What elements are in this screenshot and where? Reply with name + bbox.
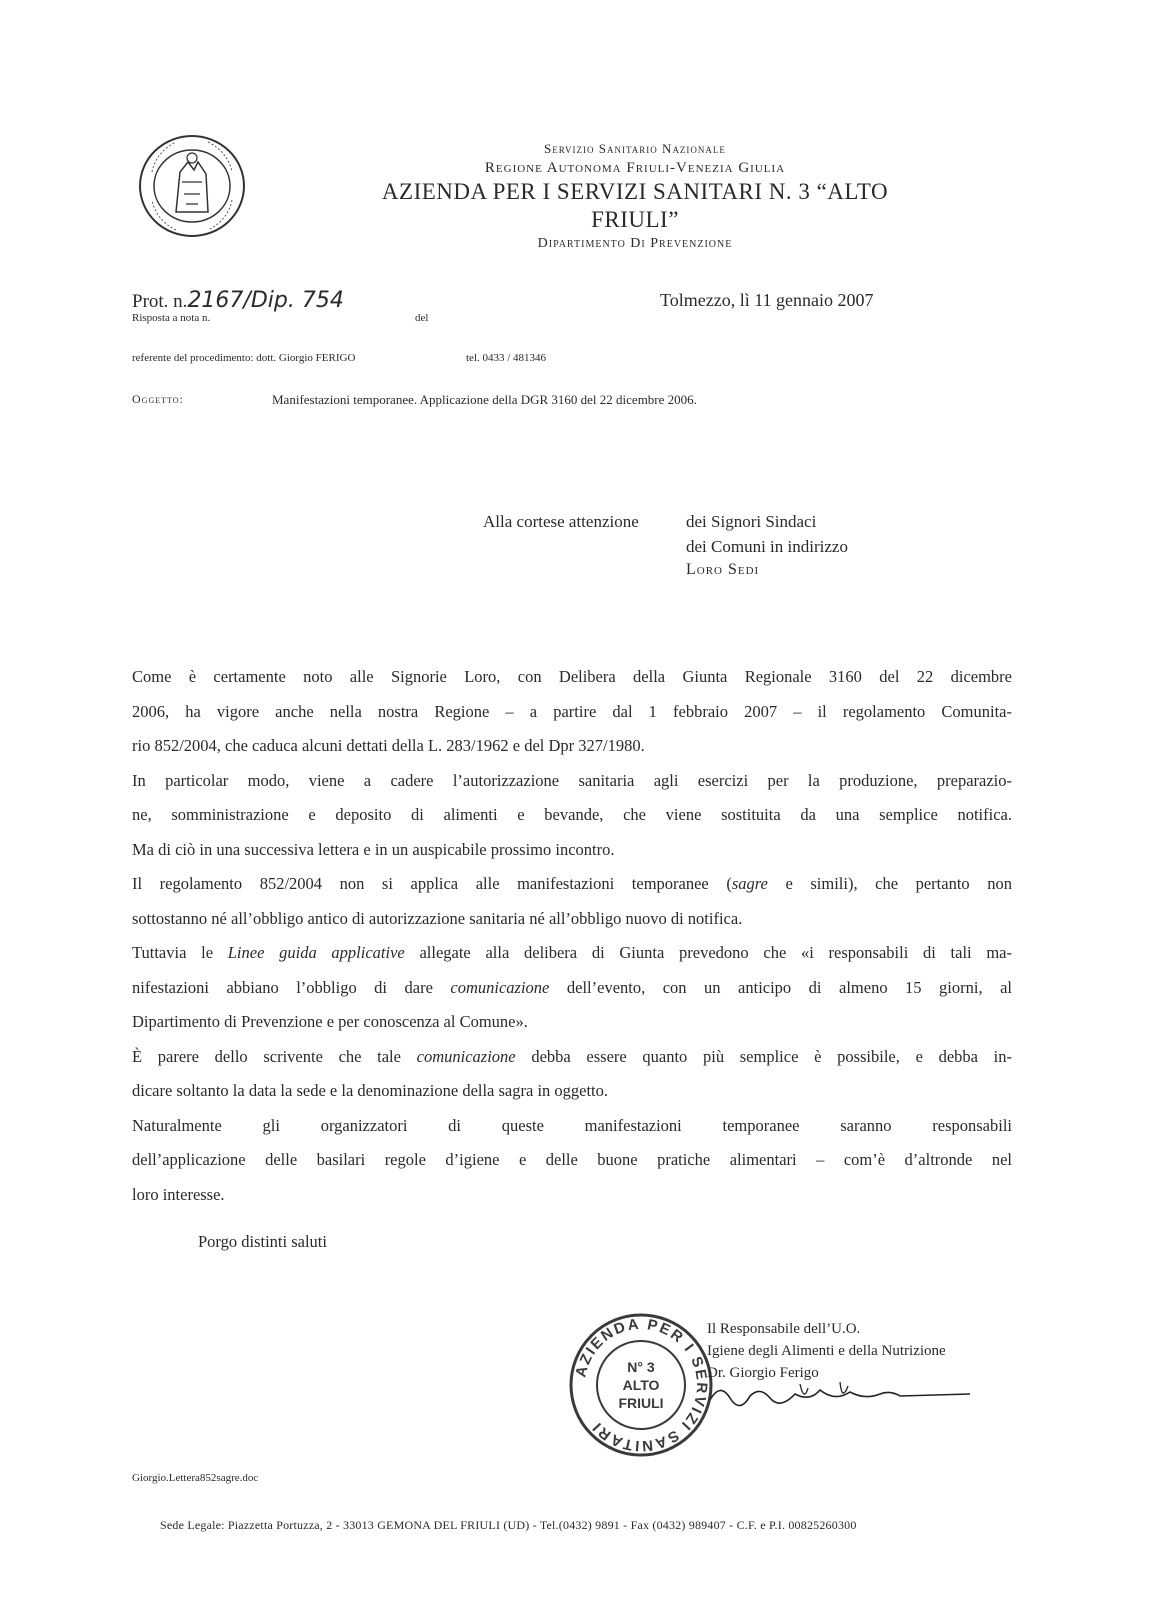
- body-italic: comunicazione: [416, 1046, 516, 1066]
- body-line: dell’applicazione delle basilari regole d’igiene e delle buone pratiche alimentari – com’è d’altronde nel: [132, 1150, 1012, 1169]
- body-line: ne, somministrazione e deposito di alimenti e bevande, che viene sostituita da una semplice notifica.: [132, 805, 1012, 824]
- recipient-line-1: dei Signori Sindaci: [686, 512, 817, 531]
- risposta-label: Risposta a nota n.: [132, 312, 211, 324]
- letterhead: [360, 140, 910, 254]
- signatory-title: Il Responsabile dell’U.O.: [707, 1321, 861, 1337]
- body-line: [132, 1040, 1012, 1075]
- letter-date: Tolmezzo, lì 11 gennaio 2007: [660, 290, 874, 310]
- body-segment: debba essere quanto più semplice è possibile, e debba in-: [515, 1046, 1012, 1066]
- body-line: rio 852/2004, che caduca alcuni dettati della L. 283/1962 e del Dpr 327/1980.: [132, 736, 645, 755]
- letter-body: [132, 660, 1012, 1212]
- del-label: del: [415, 312, 429, 324]
- body-line: Come è certamente noto alle Signorie Loro, con Delibera della Giunta Regionale 3160 del 22 dicembre: [132, 667, 1012, 686]
- body-line: loro interesse.: [132, 1184, 225, 1204]
- letterhead-department: Dipartimento Di Prevenzione: [537, 236, 733, 251]
- body-segment: allegate alla delibera di Giunta prevedono che «i responsabili di tali ma-: [404, 943, 1012, 962]
- body-line: Ma di ciò in una successiva lettera e in un auspicabile prossimo incontro.: [132, 839, 615, 859]
- protocol-prefix: Prot. n.: [132, 291, 188, 312]
- body-segment: e simili), che pertanto non: [767, 874, 1012, 893]
- recipient-intro: Alla cortese attenzione: [483, 512, 639, 531]
- stamp-alto: ALTO: [622, 1377, 660, 1393]
- body-line: sottostanno né all’obbligo antico di autorizzazione sanitaria né all’obbligo nuovo di notifica.: [132, 908, 743, 928]
- telephone: tel. 0433 / 481346: [466, 352, 547, 364]
- body-line: dicare soltanto la data la sede e la denominazione della sagra in oggetto.: [132, 1081, 609, 1100]
- body-segment: Il regolamento 852/2004 non si applica alle manifestazioni temporanee (: [132, 874, 732, 893]
- subject-text: Manifestazioni temporanee. Applicazione della DGR 3160 del 22 dicembre 2006.: [272, 392, 697, 407]
- body-italic: sagre: [731, 874, 768, 893]
- body-line: Naturalmente gli organizzatori di queste manifestazioni temporanee saranno responsabili: [132, 1115, 1012, 1135]
- body-italic: comunicazione: [450, 977, 550, 997]
- body-segment: nifestazioni abbiano l’obbligo di dare: [132, 977, 451, 997]
- official-stamp: [566, 1310, 716, 1460]
- document-filename: Giorgio.Lettera852sagre.doc: [132, 1472, 259, 1484]
- body-italic: Linee guida applicative: [227, 943, 405, 962]
- azienda-seal-logo: [136, 132, 248, 240]
- protocol-handwritten: 2167/Dip. 754: [187, 288, 344, 313]
- signatory-unit: Igiene degli Alimenti e della Nutrizione: [707, 1343, 946, 1359]
- signatory-name: Dr. Giorgio Ferigo: [707, 1365, 819, 1381]
- body-line: [132, 867, 1012, 902]
- body-segment: È parere dello scrivente che tale: [132, 1046, 417, 1066]
- body-segment: Tuttavia le: [132, 943, 228, 962]
- body-line: [132, 936, 1012, 971]
- protocol-number: [132, 288, 344, 313]
- recipient-line-3: Loro Sedi: [686, 561, 760, 578]
- subject-label: Oggetto:: [132, 392, 184, 406]
- footer-legal-address: Sede Legale: Piazzetta Portuzza, 2 - 33013 GEMONA DEL FRIULI (UD) - Tel.(0432) 9891 - Fax (0432) 989407 - C.F. e P.I. 00825260300: [160, 1518, 857, 1532]
- stamp-friuli: FRIULI: [618, 1395, 664, 1411]
- stamp-outer-text: AZIENDA PER I SERVIZI SANITARI: [572, 1315, 711, 1455]
- recipient-line-2: dei Comuni in indirizzo: [686, 537, 848, 556]
- body-line: 2006, ha vigore anche nella nostra Regione – a partire dal 1 febbraio 2007 – il regolamento Comunita-: [132, 701, 1012, 721]
- letterhead-ssn: Servizio Sanitario Nazionale: [544, 141, 726, 156]
- referente: referente del procedimento: dott. Giorgio FERIGO: [132, 352, 356, 364]
- body-line: [132, 971, 1012, 1006]
- letterhead-azienda: AZIENDA PER I SERVIZI SANITARI N. 3 “ALTO FRIULI”: [381, 179, 889, 232]
- stamp-number: N° 3: [627, 1359, 655, 1375]
- letterhead-region: Regione Autonoma Friuli-Venezia Giulia: [484, 160, 786, 176]
- body-line: In particolar modo, viene a cadere l’autorizzazione sanitaria agli esercizi per la produzione, preparazio-: [132, 770, 1012, 790]
- body-line: Dipartimento di Prevenzione e per conoscenza al Comune».: [132, 1012, 528, 1031]
- body-segment: dell’evento, con un anticipo di almeno 15 giorni, al: [549, 977, 1012, 997]
- handwritten-signature: [700, 1372, 980, 1412]
- closing-salute: Porgo distinti saluti: [198, 1232, 327, 1251]
